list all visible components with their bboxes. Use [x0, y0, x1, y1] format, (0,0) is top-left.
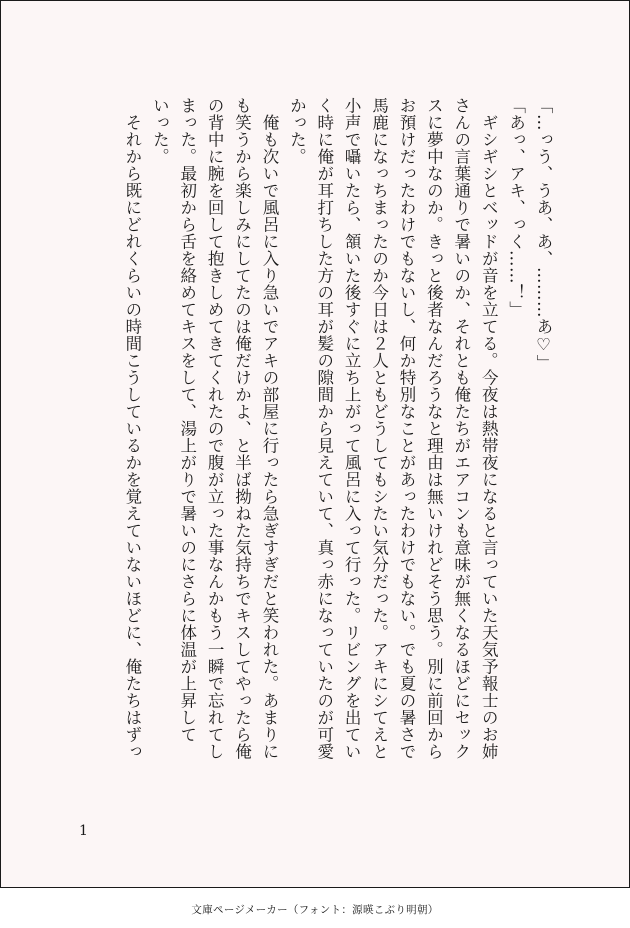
text-line: それから既にどれくらいの時間こうしているかを覚えていないほどに、俺たちはずっ: [122, 97, 142, 760]
body-text: [119, 97, 558, 797]
text-line: まった。最初から舌を絡めてキスをして、湯上がりで暑いのにさらに体温が上昇して: [177, 97, 197, 743]
text-line: かった。: [287, 97, 307, 165]
text-line: 馬鹿になっちまったのか今日は２人ともどうしてもシたい気分だった。アキにシてえと: [369, 97, 389, 760]
text-line: スに夢中なのか。きっと後者なんだろうなと理由は無いけれどそう思う。別に前回から: [424, 97, 444, 760]
text-line: 小声で囁いたら、頷いた後すぐに立ち上がって風呂に入って行った。リビングを出てい: [342, 97, 362, 760]
text-line: 「…っう、うあ、あ、………あ♡」: [534, 97, 553, 372]
page-number: 1: [79, 823, 88, 839]
text-line: お預けだったわけでもないし、何か特別なことがあったわけでもない。でも夏の暑さで: [396, 97, 416, 760]
text-line: も笑うから楽しみにしてたのは俺だけかよ、と半ば拗ねた気持ちでキスしてやったら俺: [232, 97, 252, 760]
text-line: 「あっ、アキ、っく……！」: [506, 97, 526, 318]
text-line: く時に俺が耳打ちした方の耳が髪の隙間から見えていて、真っ赤になっていたのが可愛: [314, 97, 334, 760]
footer-credit: 文庫ページメーカー（フォント：源暎こぶり明朝）: [191, 904, 439, 916]
text-line: いった。: [150, 97, 170, 165]
text-line: 俺も次いで風呂に入り急いでアキの部屋に行ったら急ぎすぎだと笑われた。あまりに: [259, 97, 279, 760]
text-line: ギシギシとベッドが音を立てる。今夜は熱帯夜になると言っていた天気予報士のお姉: [479, 97, 499, 760]
text-line: さんの言葉通りで暑いのか、それとも俺たちがエアコンも意味が無くなるほどにセック: [451, 97, 471, 760]
text-line: の背中に腕を回して抱きしめてきてくれたので腹が立った事なんかもう一瞬で忘れてし: [205, 97, 225, 760]
